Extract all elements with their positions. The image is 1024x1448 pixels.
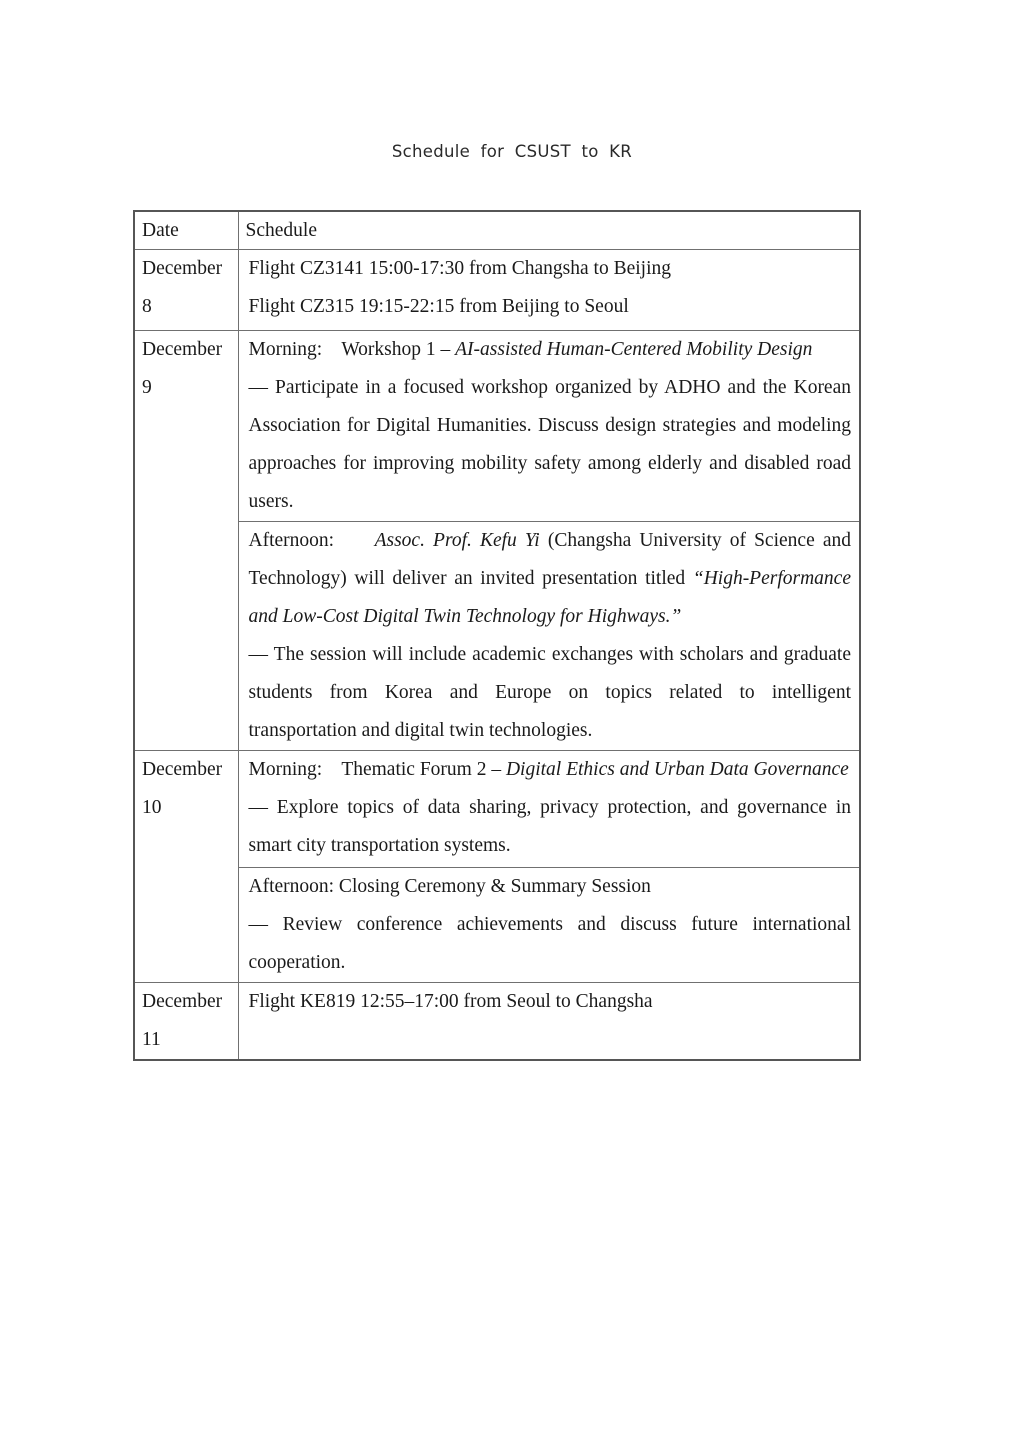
- schedule-cell: [238, 250, 860, 331]
- schedule-cell: [238, 983, 860, 1061]
- schedule-paragraph: Afternoon: Closing Ceremony & Summary Session: [248, 876, 651, 897]
- table-row-dec9-afternoon: [134, 522, 860, 751]
- table-header-row: [134, 211, 860, 250]
- date-month: December: [142, 759, 223, 780]
- schedule-cell: [238, 331, 860, 522]
- schedule-cell: [238, 522, 860, 751]
- header-schedule-cell: Schedule: [238, 211, 860, 250]
- header-date-cell: Date: [134, 211, 238, 250]
- schedule-table: [133, 210, 861, 1061]
- date-month: December: [142, 991, 223, 1012]
- date-day: 9: [142, 377, 152, 398]
- date-cell: [134, 751, 238, 983]
- schedule-paragraph: — Participate in a focused workshop organized by ADHO and the Korean Association for Digital Humanities. Discuss design strategies and modeling approaches for improving mobility safety among elderly and disabled road users.: [248, 377, 851, 512]
- date-month: December: [142, 339, 223, 360]
- schedule-cell: [238, 751, 860, 868]
- date-day: 11: [142, 1029, 161, 1050]
- schedule-paragraph: — Explore topics of data sharing, privacy protection, and governance in smart city transportation systems.: [248, 797, 851, 856]
- schedule-paragraph: Flight CZ315 19:15-22:15 from Beijing to Seoul: [248, 296, 629, 317]
- table-row-dec10-morning: [134, 751, 860, 868]
- schedule-paragraph: — The session will include academic exchanges with scholars and graduate students from Korea and Europe on topics related to intelligent transportation and digital twin technologies.: [248, 644, 851, 741]
- schedule-cell: [238, 868, 860, 983]
- date-cell: [134, 983, 238, 1061]
- schedule-paragraph: Morning: Workshop 1 – AI-assisted Human-Centered Mobility Design: [248, 339, 813, 360]
- date-cell: [134, 250, 238, 331]
- table-row-dec8: [134, 250, 860, 331]
- page-title: Schedule for CSUST to KR: [391, 142, 633, 161]
- date-day: 10: [142, 797, 162, 818]
- date-month: December: [142, 258, 223, 279]
- date-day: 8: [142, 296, 152, 317]
- schedule-paragraph: — Review conference achievements and discuss future international cooperation.: [248, 914, 851, 973]
- table-row-dec11: [134, 983, 860, 1061]
- date-cell: [134, 331, 238, 751]
- schedule-paragraph: Morning: Thematic Forum 2 – Digital Ethics and Urban Data Governance: [248, 759, 849, 780]
- schedule-paragraph: Flight KE819 12:55–17:00 from Seoul to Changsha: [248, 991, 653, 1012]
- schedule-paragraph: Flight CZ3141 15:00-17:30 from Changsha to Beijing: [248, 258, 671, 279]
- table-row-dec9-morning: [134, 331, 860, 522]
- schedule-paragraph: Afternoon: Assoc. Prof. Kefu Yi (Changsha University of Science and Technology) will deliver an invited presentation titled “High-Performance and Low-Cost Digital Twin Technology for Highways.”: [248, 530, 851, 627]
- table-row-dec10-afternoon: [134, 868, 860, 983]
